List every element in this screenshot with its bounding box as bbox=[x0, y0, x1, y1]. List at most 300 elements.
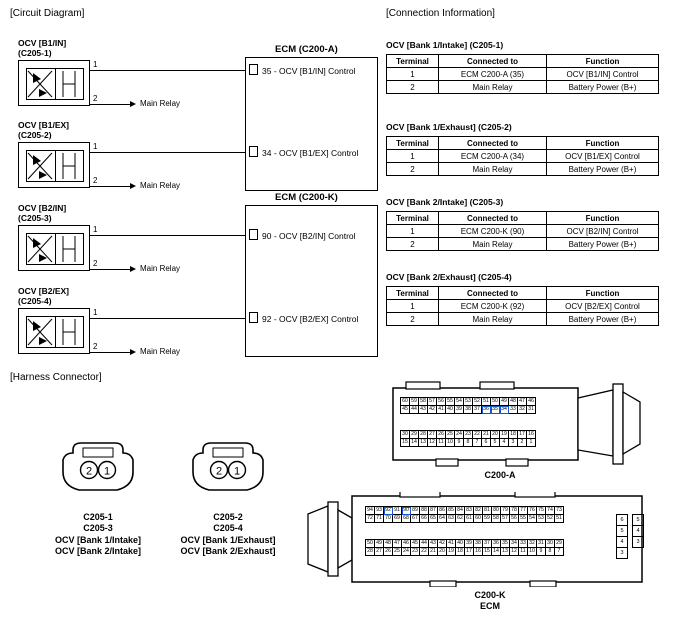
pin-cell: 51 bbox=[556, 515, 562, 521]
ocv-pin-number-4-2: 2 bbox=[93, 342, 98, 351]
pin-cell: 62 bbox=[457, 515, 463, 521]
conn-table-caption-3: OCV [Bank 2/Intake] (C205-3) bbox=[386, 197, 504, 207]
pin-cell: 31 bbox=[538, 540, 544, 546]
th-terminal: Terminal bbox=[387, 137, 439, 150]
pin-cell: 11 bbox=[520, 548, 526, 554]
table-header-row bbox=[387, 287, 659, 300]
pin-cell: 4 bbox=[617, 537, 628, 548]
ocv-solenoid-symbol-4 bbox=[19, 309, 91, 355]
pin-cell: 36 bbox=[493, 540, 499, 546]
pin-cell: 64 bbox=[439, 515, 445, 521]
pin-cell: 28 bbox=[367, 548, 373, 554]
pin-cell: 45 bbox=[402, 406, 408, 412]
arrow-ocv2-relay bbox=[130, 183, 136, 189]
pin-cell: 26 bbox=[438, 431, 444, 437]
cell-function: OCV [B2/EX] Control bbox=[547, 300, 659, 313]
ecm-block-c200k bbox=[245, 205, 378, 357]
ecm-pin-marker-90 bbox=[249, 229, 258, 240]
cell-function: OCV [B2/IN] Control bbox=[547, 225, 659, 238]
pin-cell: 82 bbox=[475, 507, 481, 513]
pin-cell: 19 bbox=[501, 431, 507, 437]
cell-connected-to: ECM C200-K (92) bbox=[439, 300, 547, 313]
th-connected-to: Connected to bbox=[439, 212, 547, 225]
pin-cell: 71 bbox=[376, 515, 382, 521]
th-connected-to: Connected to bbox=[439, 287, 547, 300]
pin-cell: 3 bbox=[633, 537, 644, 548]
ocv-solenoid-symbol-2 bbox=[19, 143, 91, 189]
pin-cell: 5 bbox=[491, 439, 500, 447]
table-row bbox=[387, 68, 659, 81]
pin-grid-c200k-upper bbox=[365, 506, 564, 523]
main-relay-label-3: Main Relay bbox=[140, 264, 181, 273]
pin-cell: 3 bbox=[617, 548, 628, 559]
th-function: Function bbox=[547, 287, 659, 300]
pin-cell: 12 bbox=[429, 439, 435, 445]
th-function: Function bbox=[547, 55, 659, 68]
pin-cell: 28 bbox=[420, 431, 426, 437]
ecm-pin-marker-92 bbox=[249, 312, 258, 323]
pin-cell: 11 bbox=[438, 439, 444, 445]
cell-connected-to: ECM C200-K (90) bbox=[439, 225, 547, 238]
harness-connector-2-line1: C205-2 bbox=[213, 512, 243, 522]
pin-cell: 6 bbox=[482, 439, 491, 447]
pin-cell: 4 bbox=[633, 526, 644, 537]
pin-cell: 5 bbox=[617, 526, 628, 537]
pin-cell: 75 bbox=[538, 507, 544, 513]
pin-cell: 14 bbox=[493, 548, 499, 554]
pin-cell: 46 bbox=[403, 540, 409, 546]
pin-grid-c200a bbox=[400, 397, 536, 414]
pin-cell: 17 bbox=[466, 548, 472, 554]
pin-cell: 70 bbox=[385, 515, 391, 521]
pin-cell: 61 bbox=[466, 515, 472, 521]
ecm-title-c200a: ECM (C200-A) bbox=[275, 44, 338, 55]
conn-table-caption-1: OCV [Bank 1/Intake] (C205-1) bbox=[386, 40, 504, 50]
ecm-pin-marker-35 bbox=[249, 64, 258, 75]
pin-cell: 52 bbox=[474, 398, 480, 404]
pin-cell: 15 bbox=[484, 548, 490, 554]
pin-cell: 26 bbox=[385, 548, 391, 554]
pin-cell: 63 bbox=[448, 515, 454, 521]
pin-cell: 10 bbox=[447, 439, 453, 445]
ocv-label-1-connector: (C205-1) bbox=[18, 48, 52, 58]
ocv-label-4-name: OCV [B2/EX] bbox=[18, 286, 70, 296]
pin-cell-highlighted: 34 bbox=[501, 406, 507, 412]
table-row bbox=[387, 300, 659, 313]
pin-cell: 58 bbox=[420, 398, 426, 404]
pin-cell: 54 bbox=[456, 398, 462, 404]
wire-ocv1-to-relay bbox=[90, 104, 130, 105]
section-title-circuit-diagram: [Circuit Diagram] bbox=[10, 8, 85, 19]
ecm-pin-label-35: 35 - OCV [B1/IN] Control bbox=[262, 66, 356, 76]
harness-connector-2-line4: OCV [Bank 2/Exhaust] bbox=[180, 546, 276, 556]
th-terminal: Terminal bbox=[387, 287, 439, 300]
harness-connector-shape-1 bbox=[55, 440, 141, 496]
ocv-solenoid-symbol-3 bbox=[19, 226, 91, 272]
pin-cell-highlighted: 36 bbox=[483, 406, 489, 412]
pin-cell: 81 bbox=[484, 507, 490, 513]
pin-cell: 50 bbox=[492, 398, 498, 404]
pin-cell: 4 bbox=[500, 439, 509, 447]
pin-cell: 9 bbox=[455, 439, 464, 447]
harness-connector-1-line2: C205-3 bbox=[83, 523, 113, 533]
pin-cell: 49 bbox=[501, 398, 507, 404]
pin-cell: 68 bbox=[403, 515, 409, 521]
cell-terminal: 1 bbox=[387, 300, 439, 313]
ocv-pin-number-3-2: 2 bbox=[93, 259, 98, 268]
wire-ocv2-to-relay bbox=[90, 186, 130, 187]
pin-grid-row bbox=[366, 548, 564, 556]
table-header-row bbox=[387, 137, 659, 150]
pin-cell-highlighted: 35 bbox=[492, 406, 498, 412]
pin-grid-c200k-side-left bbox=[616, 514, 628, 559]
pin-cell: 52 bbox=[547, 515, 553, 521]
conn-table-caption-4: OCV [Bank 2/Exhaust] (C205-4) bbox=[386, 272, 512, 282]
th-function: Function bbox=[547, 137, 659, 150]
harness-connector-shape-2 bbox=[185, 440, 271, 496]
pin-cell: 31 bbox=[528, 406, 534, 412]
main-relay-label-2: Main Relay bbox=[140, 181, 181, 190]
cell-terminal: 2 bbox=[387, 81, 439, 94]
conn-table-caption-2: OCV [Bank 1/Exhaust] (C205-2) bbox=[386, 122, 512, 132]
pin-cell: 23 bbox=[465, 431, 471, 437]
cell-connected-to: Main Relay bbox=[439, 313, 547, 326]
pin-cell: 38 bbox=[475, 540, 481, 546]
pin-cell: 3 bbox=[509, 439, 518, 447]
pin-cell: 55 bbox=[447, 398, 453, 404]
cell-connected-to: Main Relay bbox=[439, 238, 547, 251]
pin-cell: 42 bbox=[439, 540, 445, 546]
pin-cell: 5 bbox=[633, 515, 644, 526]
pin-cell: 7 bbox=[555, 548, 564, 556]
wire-ocv4-to-relay bbox=[90, 352, 130, 353]
pin-cell: 44 bbox=[421, 540, 427, 546]
th-terminal: Terminal bbox=[387, 55, 439, 68]
pin-cell: 39 bbox=[456, 406, 462, 412]
svg-text:1: 1 bbox=[233, 465, 241, 478]
pin-grid-row bbox=[617, 515, 628, 526]
ocv-valve-box-4 bbox=[18, 308, 90, 354]
pin-grid-row bbox=[401, 439, 536, 447]
connector-label-c200k-line1: C200-K bbox=[474, 590, 506, 600]
pin-cell: 54 bbox=[529, 515, 535, 521]
main-relay-label-4: Main Relay bbox=[140, 347, 181, 356]
pin-cell: 24 bbox=[403, 548, 409, 554]
ecm-pin-label-34: 34 - OCV [B1/EX] Control bbox=[262, 148, 359, 158]
table-row bbox=[387, 225, 659, 238]
pin-cell: 48 bbox=[510, 398, 516, 404]
pin-cell: 34 bbox=[511, 540, 517, 546]
ocv-valve-box-3 bbox=[18, 225, 90, 271]
pin-cell: 69 bbox=[394, 515, 400, 521]
arrow-ocv4-relay bbox=[130, 349, 136, 355]
pin-cell: 55 bbox=[520, 515, 526, 521]
pin-cell: 13 bbox=[502, 548, 508, 554]
cell-function: Battery Power (B+) bbox=[547, 163, 659, 176]
cell-terminal: 2 bbox=[387, 313, 439, 326]
pin-cell: 18 bbox=[457, 548, 463, 554]
pin-cell: 84 bbox=[457, 507, 463, 513]
main-relay-label-1: Main Relay bbox=[140, 99, 181, 108]
pin-cell: 57 bbox=[502, 515, 508, 521]
wire-ocv1-to-ecm bbox=[90, 70, 246, 71]
pin-cell: 18 bbox=[510, 431, 516, 437]
pin-cell: 20 bbox=[492, 431, 498, 437]
arrow-ocv1-relay bbox=[130, 101, 136, 107]
pin-cell: 13 bbox=[420, 439, 426, 445]
wire-ocv3-to-relay bbox=[90, 269, 130, 270]
pin-cell: 9 bbox=[537, 548, 546, 556]
ecm-block-c200a bbox=[245, 57, 378, 191]
svg-text:2: 2 bbox=[215, 465, 223, 478]
pin-cell: 93 bbox=[376, 507, 382, 513]
pin-cell: 83 bbox=[466, 507, 472, 513]
pin-cell: 8 bbox=[546, 548, 555, 556]
table-header-row bbox=[387, 212, 659, 225]
harness-connector-1-line3: OCV [Bank 1/Intake] bbox=[54, 535, 142, 545]
harness-connector-2-line2: C205-4 bbox=[213, 523, 243, 533]
connection-table-4 bbox=[386, 286, 659, 326]
cell-terminal: 1 bbox=[387, 68, 439, 81]
pin-cell: 27 bbox=[429, 431, 435, 437]
pin-cell: 45 bbox=[412, 540, 418, 546]
wire-ocv2-to-ecm bbox=[90, 152, 246, 153]
pin-cell: 8 bbox=[464, 439, 473, 447]
cell-connected-to: Main Relay bbox=[439, 163, 547, 176]
pin-cell: 46 bbox=[528, 398, 534, 404]
pin-cell: 14 bbox=[411, 439, 417, 445]
pin-cell: 22 bbox=[474, 431, 480, 437]
pin-cell: 40 bbox=[457, 540, 463, 546]
cell-function: Battery Power (B+) bbox=[547, 81, 659, 94]
table-header-row bbox=[387, 55, 659, 68]
harness-connector-1-line1: C205-1 bbox=[83, 512, 113, 522]
pin-cell: 72 bbox=[367, 515, 373, 521]
pin-cell: 1 bbox=[527, 439, 536, 447]
pin-grid-row bbox=[401, 406, 536, 414]
pin-cell: 56 bbox=[438, 398, 444, 404]
pin-cell: 22 bbox=[421, 548, 427, 554]
wire-ocv4-to-ecm bbox=[90, 318, 246, 319]
pin-cell: 60 bbox=[402, 398, 408, 404]
pin-cell: 15 bbox=[402, 439, 408, 445]
cell-connected-to: ECM C200-A (35) bbox=[439, 68, 547, 81]
cell-connected-to: Main Relay bbox=[439, 81, 547, 94]
pin-grid-c200k-side-right bbox=[632, 514, 644, 548]
pin-cell: 44 bbox=[411, 406, 417, 412]
ocv-valve-box-2 bbox=[18, 142, 90, 188]
pin-cell: 32 bbox=[529, 540, 535, 546]
pin-cell: 76 bbox=[529, 507, 535, 513]
th-connected-to: Connected to bbox=[439, 55, 547, 68]
ecm-pin-label-92: 92 - OCV [B2/EX] Control bbox=[262, 314, 359, 324]
th-function: Function bbox=[547, 212, 659, 225]
pin-grid-row bbox=[401, 398, 536, 406]
pin-cell: 80 bbox=[493, 507, 499, 513]
pin-cell: 43 bbox=[420, 406, 426, 412]
cell-terminal: 1 bbox=[387, 150, 439, 163]
pin-cell: 2 bbox=[518, 439, 527, 447]
svg-text:1: 1 bbox=[103, 465, 111, 478]
pin-cell: 21 bbox=[483, 431, 489, 437]
pin-grid-row bbox=[617, 526, 628, 537]
connector-label-c200a: C200-A bbox=[484, 470, 516, 480]
pin-cell: 33 bbox=[520, 540, 526, 546]
pin-cell: 35 bbox=[502, 540, 508, 546]
pin-grid-c200a-lower bbox=[400, 430, 536, 447]
pin-cell: 74 bbox=[547, 507, 553, 513]
pin-cell: 39 bbox=[466, 540, 472, 546]
pin-cell: 30 bbox=[547, 540, 553, 546]
connection-table-1 bbox=[386, 54, 659, 94]
cell-terminal: 1 bbox=[387, 225, 439, 238]
pin-cell: 38 bbox=[465, 406, 471, 412]
pin-cell: 67 bbox=[412, 515, 418, 521]
pin-cell: 73 bbox=[556, 507, 562, 513]
connector-c200a-shell bbox=[388, 380, 678, 470]
pin-cell: 88 bbox=[421, 507, 427, 513]
pin-cell: 25 bbox=[394, 548, 400, 554]
pin-cell: 20 bbox=[439, 548, 445, 554]
pin-cell: 65 bbox=[430, 515, 436, 521]
ocv-pin-number-2-1: 1 bbox=[93, 142, 98, 151]
pin-cell: 66 bbox=[421, 515, 427, 521]
cell-terminal: 2 bbox=[387, 163, 439, 176]
ecm-pin-marker-34 bbox=[249, 146, 258, 157]
table-row bbox=[387, 81, 659, 94]
pin-grid-row bbox=[401, 431, 536, 439]
pin-cell: 53 bbox=[538, 515, 544, 521]
pin-cell: 29 bbox=[556, 540, 562, 546]
connection-table-2 bbox=[386, 136, 659, 176]
pin-grid-row bbox=[366, 507, 564, 515]
pin-cell: 29 bbox=[411, 431, 417, 437]
pin-cell: 30 bbox=[402, 431, 408, 437]
connection-table-3 bbox=[386, 211, 659, 251]
pin-cell: 79 bbox=[502, 507, 508, 513]
pin-cell: 85 bbox=[448, 507, 454, 513]
pin-cell: 91 bbox=[394, 507, 400, 513]
pin-cell: 40 bbox=[447, 406, 453, 412]
ocv-pin-number-1-2: 2 bbox=[93, 94, 98, 103]
pin-cell: 42 bbox=[429, 406, 435, 412]
pin-cell: 32 bbox=[519, 406, 525, 412]
pin-cell: 58 bbox=[493, 515, 499, 521]
ocv-label-2-connector: (C205-2) bbox=[18, 130, 52, 140]
pin-cell: 86 bbox=[439, 507, 445, 513]
pin-grid-c200k-lower bbox=[365, 539, 564, 556]
ecm-pin-label-90: 90 - OCV [B2/IN] Control bbox=[262, 231, 356, 241]
pin-cell: 19 bbox=[448, 548, 454, 554]
pin-cell: 78 bbox=[511, 507, 517, 513]
cell-function: Battery Power (B+) bbox=[547, 313, 659, 326]
pin-cell-highlighted: 92 bbox=[385, 507, 391, 513]
ocv-pin-number-4-1: 1 bbox=[93, 308, 98, 317]
pin-cell: 37 bbox=[474, 406, 480, 412]
ocv-solenoid-symbol-1 bbox=[19, 61, 91, 107]
table-row bbox=[387, 163, 659, 176]
pin-cell: 17 bbox=[519, 431, 525, 437]
section-title-connection-information: [Connection Information] bbox=[386, 8, 495, 19]
arrow-ocv3-relay bbox=[130, 266, 136, 272]
wire-ocv3-to-ecm bbox=[90, 235, 246, 236]
pin-cell: 23 bbox=[412, 548, 418, 554]
svg-text:2: 2 bbox=[85, 465, 93, 478]
pin-cell: 77 bbox=[520, 507, 526, 513]
ocv-label-2-name: OCV [B1/EX] bbox=[18, 120, 70, 130]
pin-cell-highlighted: 90 bbox=[403, 507, 409, 513]
pin-grid-row bbox=[366, 540, 564, 548]
cell-function: OCV [B1/IN] Control bbox=[547, 68, 659, 81]
pin-cell: 27 bbox=[376, 548, 382, 554]
section-title-harness-connector: [Harness Connector] bbox=[10, 372, 102, 383]
pin-grid-row bbox=[366, 515, 564, 523]
table-row bbox=[387, 313, 659, 326]
pin-cell: 25 bbox=[447, 431, 453, 437]
pin-cell: 57 bbox=[429, 398, 435, 404]
ocv-pin-number-3-1: 1 bbox=[93, 225, 98, 234]
cell-function: OCV [B1/EX] Control bbox=[547, 150, 659, 163]
pin-cell: 24 bbox=[456, 431, 462, 437]
pin-cell: 50 bbox=[367, 540, 373, 546]
pin-cell: 41 bbox=[448, 540, 454, 546]
pin-cell: 51 bbox=[483, 398, 489, 404]
ocv-pin-number-1-1: 1 bbox=[93, 60, 98, 69]
th-terminal: Terminal bbox=[387, 212, 439, 225]
pin-cell: 87 bbox=[430, 507, 436, 513]
pin-grid-row bbox=[633, 537, 644, 548]
pin-cell: 41 bbox=[438, 406, 444, 412]
pin-cell: 49 bbox=[376, 540, 382, 546]
cell-terminal: 2 bbox=[387, 238, 439, 251]
pin-cell: 16 bbox=[475, 548, 481, 554]
pin-cell: 33 bbox=[510, 406, 516, 412]
pin-cell: 6 bbox=[617, 515, 628, 526]
cell-function: Battery Power (B+) bbox=[547, 238, 659, 251]
ocv-label-3-connector: (C205-3) bbox=[18, 213, 52, 223]
pin-cell: 16 bbox=[528, 431, 534, 437]
pin-cell: 7 bbox=[473, 439, 482, 447]
pin-cell: 21 bbox=[430, 548, 436, 554]
cell-connected-to: ECM C200-A (34) bbox=[439, 150, 547, 163]
connector-label-c200k-line2: ECM bbox=[480, 601, 500, 611]
ocv-label-4-connector: (C205-4) bbox=[18, 296, 52, 306]
pin-grid-row bbox=[617, 548, 628, 559]
ocv-label-1-name: OCV [B1/IN] bbox=[18, 38, 67, 48]
pin-cell: 53 bbox=[465, 398, 471, 404]
pin-cell: 60 bbox=[475, 515, 481, 521]
pin-cell: 10 bbox=[529, 548, 535, 554]
table-row bbox=[387, 238, 659, 251]
table-row bbox=[387, 150, 659, 163]
ocv-label-3-name: OCV [B2/IN] bbox=[18, 203, 67, 213]
pin-grid-row bbox=[633, 526, 644, 537]
ocv-valve-box-1 bbox=[18, 60, 90, 106]
pin-cell: 48 bbox=[385, 540, 391, 546]
ecm-title-c200k: ECM (C200-K) bbox=[275, 192, 338, 203]
pin-cell: 94 bbox=[367, 507, 373, 513]
pin-cell: 12 bbox=[511, 548, 517, 554]
harness-connector-2-line3: OCV [Bank 1/Exhaust] bbox=[180, 535, 276, 545]
pin-cell: 56 bbox=[511, 515, 517, 521]
pin-cell: 89 bbox=[412, 507, 418, 513]
pin-cell: 47 bbox=[519, 398, 525, 404]
pin-cell: 43 bbox=[430, 540, 436, 546]
pin-cell: 59 bbox=[484, 515, 490, 521]
pin-grid-row bbox=[633, 515, 644, 526]
pin-cell: 59 bbox=[411, 398, 417, 404]
th-connected-to: Connected to bbox=[439, 137, 547, 150]
